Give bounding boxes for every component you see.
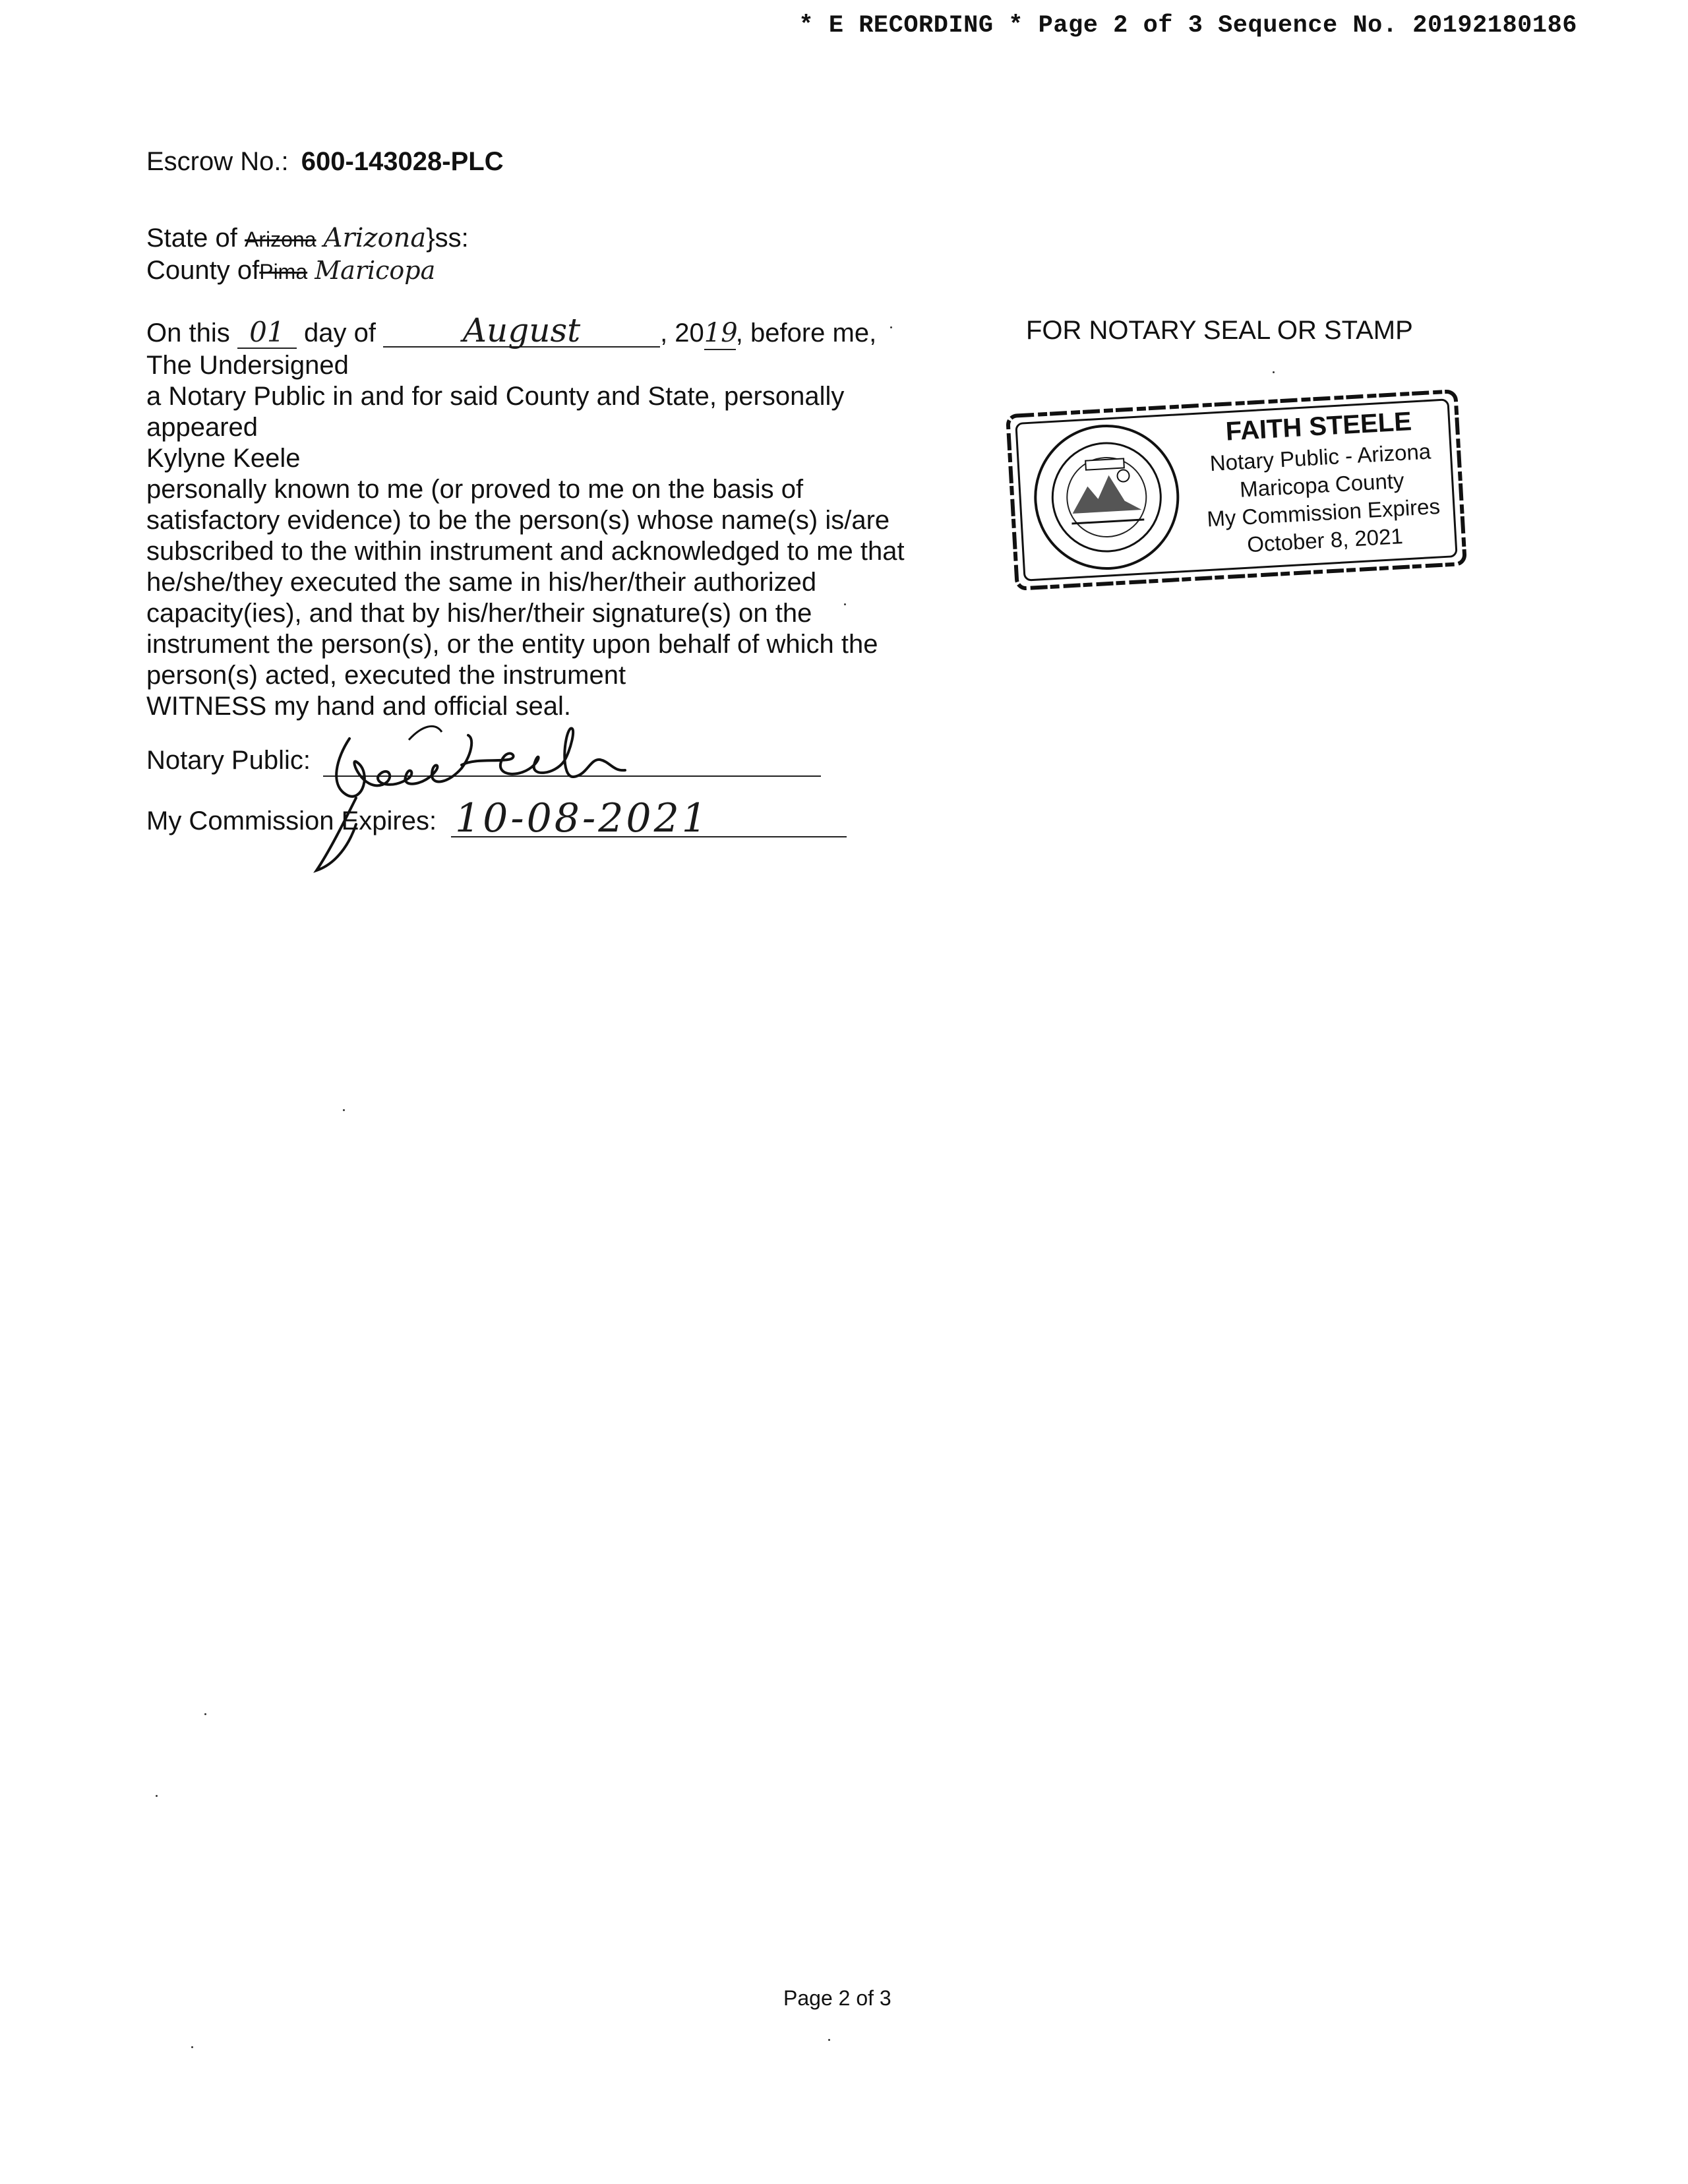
- scan-speck: [844, 603, 846, 605]
- before-me-label: , before me,: [735, 318, 877, 348]
- state-line: [146, 223, 469, 255]
- county-handwritten: Maricopa: [315, 256, 436, 285]
- scan-speck: [1273, 371, 1275, 373]
- witness-line: WITNESS my hand and official seal.: [146, 692, 571, 721]
- ack-line-notary: a Notary Public in and for said County and State, personally: [146, 382, 845, 411]
- arizona-seal-icon: [1028, 419, 1185, 576]
- stamp-county: Maricopa County: [1239, 468, 1405, 502]
- ack-line-2: satisfactory evidence) to be the person(s) whose name(s) is/are: [146, 506, 890, 535]
- escrow-label: Escrow No.:: [146, 147, 289, 176]
- page-footer: Page 2 of 3: [783, 1986, 891, 2010]
- month-value: August: [383, 315, 660, 348]
- scan-speck: [343, 1109, 345, 1111]
- state-handwritten: Arizona: [323, 223, 427, 253]
- ack-line-4: he/she/they executed the same in his/her/their authorized: [146, 568, 817, 597]
- date-line: [146, 311, 938, 350]
- ack-line-appeared: appeared: [146, 413, 258, 442]
- scan-speck: [156, 1795, 158, 1797]
- scan-speck: [191, 2046, 193, 2048]
- ack-line-undersigned: The Undersigned: [146, 351, 349, 380]
- seal-area-label: FOR NOTARY SEAL OR STAMP: [1026, 316, 1413, 345]
- day-value: 01: [237, 317, 297, 349]
- on-this-label: On this: [146, 318, 230, 348]
- county-label: County of: [146, 256, 260, 285]
- notary-public-label: Notary Public:: [146, 746, 311, 775]
- escrow-number: 600-143028-PLC: [301, 147, 504, 176]
- ack-line-6: instrument the person(s), or the entity upon behalf of which the: [146, 630, 878, 659]
- recording-header: * E RECORDING * Page 2 of 3 Sequence No. 20192180186: [799, 12, 1577, 40]
- escrow-line: [146, 146, 504, 177]
- notary-signature-image: [310, 699, 666, 877]
- stamp-title: Notary Public - Arizona: [1209, 439, 1432, 476]
- venue-block: [146, 223, 469, 288]
- acknowledgment-block: [146, 311, 938, 722]
- notary-stamp: [1000, 382, 1472, 599]
- state-label: State of: [146, 224, 237, 253]
- ack-line-5: capacity(ies), and that by his/her/their signature(s) on the: [146, 599, 812, 628]
- year-prefix: , 20: [660, 318, 704, 348]
- ack-line-7: person(s) acted, executed the instrument: [146, 661, 626, 690]
- day-of-label: day of: [303, 318, 376, 348]
- scan-speck: [828, 2039, 830, 2041]
- stamp-expires-label: My Commission Expires: [1206, 493, 1441, 531]
- stamp-expires-date: October 8, 2021: [1246, 524, 1404, 557]
- ack-line-3: subscribed to the within instrument and acknowledged to me that: [146, 537, 905, 566]
- county-line: [146, 255, 469, 288]
- scan-speck: [890, 326, 892, 328]
- ss-label: }ss:: [426, 224, 469, 253]
- ack-line-1: personally known to me (or proved to me on the basis of: [146, 475, 804, 504]
- commission-value: 10-08-2021: [455, 795, 709, 841]
- scan-speck: [204, 1713, 206, 1715]
- ack-line-name: Kylyne Keele: [146, 444, 301, 473]
- commission-label: My Commission Expires:: [146, 806, 437, 835]
- state-struck: Arizona: [245, 228, 316, 251]
- year-value: 19: [704, 318, 736, 350]
- county-struck: Pima: [259, 260, 308, 284]
- stamp-name: FAITH STEELE: [1224, 407, 1412, 446]
